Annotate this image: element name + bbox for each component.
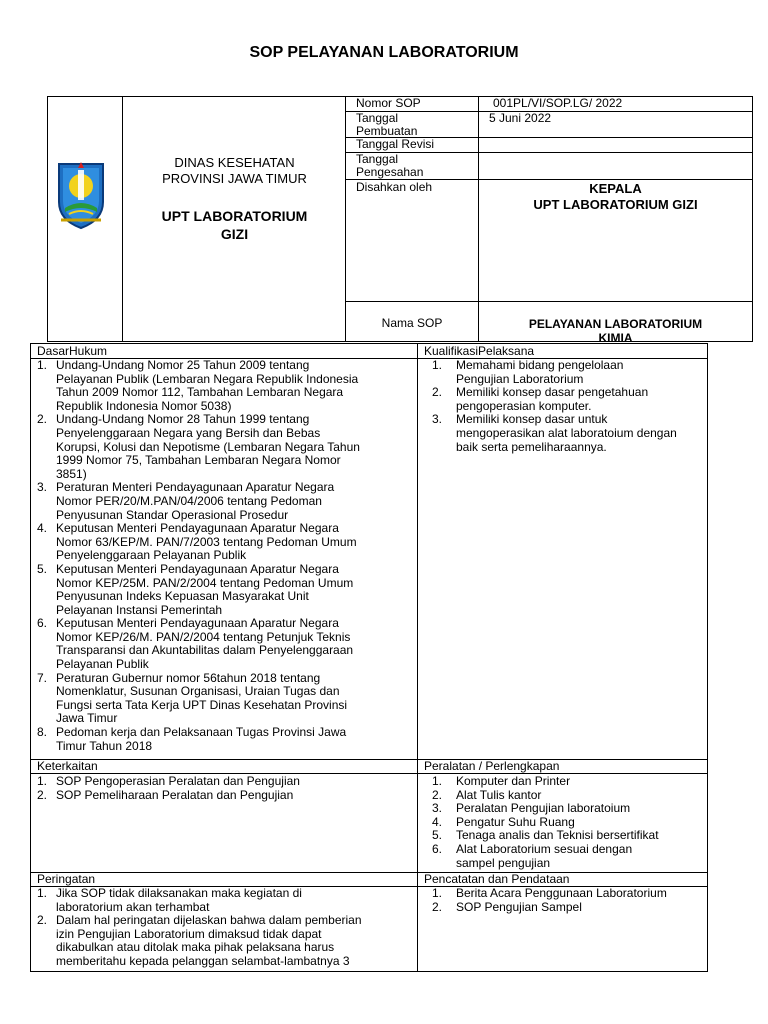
tanggal-pengesahan-label: Tanggal Pengesahan	[346, 153, 479, 179]
nama-sop-row	[346, 302, 752, 345]
list-line: SOP Pengoperasian Peralatan dan Pengujian	[56, 774, 300, 788]
list-number: 4.	[432, 814, 443, 829]
list-number: 5.	[37, 561, 48, 576]
peralatan-items	[418, 775, 707, 870]
list-line: Nomenklatur, Susunan Organisasi, Uraian Tugas dan	[56, 684, 340, 699]
list-line: Timur Tahun 2018	[56, 738, 153, 753]
list-line: Korupsi, Kolusi dan Nepotisme (Lembaran Negara Tahun	[56, 439, 360, 454]
list-line: Alat Laboratorium sesuai dengan	[456, 841, 633, 856]
list-line: Fungsi serta Tata Kerja UPT Dinas Kesehatan Provinsi	[56, 697, 348, 712]
list-line: Pengatur Suhu Ruang	[456, 814, 575, 829]
province-emblem-logo	[55, 158, 107, 230]
nama-sop-value: PELAYANAN LABORATORIUM KIMIA	[528, 317, 703, 345]
list-number: 3.	[432, 412, 443, 427]
pencatatan-heading: Pencatatan dan Pendataan	[418, 872, 707, 887]
list-number: 1.	[37, 358, 48, 372]
pencatatan-item	[418, 901, 707, 915]
dasar-hukum-item	[31, 359, 417, 413]
kualifikasi-items	[418, 359, 707, 454]
list-line: 3851)	[56, 466, 87, 481]
list-line: Memahami bidang pengelolaan	[456, 358, 624, 372]
list-number: 4.	[37, 521, 48, 536]
document-title: SOP PELAYANAN LABORATORIUM	[249, 44, 519, 61]
nomor-sop-value: 001PL/VI/SOP.LG/ 2022	[493, 96, 623, 110]
list-line: Nomor PER/20/M.PAN/04/2006 tentang Pedoman	[56, 493, 322, 508]
list-line: Penyusunan Standar Operasional Prosedur	[56, 507, 289, 522]
keterkaitan-item	[31, 789, 417, 803]
list-line: Jika SOP tidak dilaksanakan maka kegiatan di	[56, 886, 302, 900]
kualifikasi-heading: KualifikasiPelaksana	[418, 344, 707, 359]
tanggal-pengesahan-row	[346, 153, 752, 180]
peralatan-item	[418, 802, 707, 816]
list-line: Pengujian Laboratorium	[456, 371, 584, 386]
keterkaitan-items	[31, 775, 417, 802]
list-number: 2.	[37, 913, 48, 928]
pencatatan-item	[418, 887, 707, 901]
nama-sop-label: Nama SOP	[346, 302, 479, 341]
sop-info-cell	[346, 96, 752, 345]
list-line: mengoperasikan alat laboratoium dengan	[456, 425, 677, 440]
pencatatan-items	[418, 887, 707, 914]
list-number: 6.	[37, 616, 48, 631]
list-line: Peraturan Gubernur nomor 56tahun 2018 tentang	[56, 670, 321, 685]
list-line: sampel pengujian	[456, 855, 551, 870]
list-line: Pelayanan Publik (Lembaran Negara Republik Indonesia	[56, 371, 359, 386]
list-line: dikabulkan atau ditolak maka pihak pelaksana harus	[56, 940, 335, 955]
nomor-sop-label: Nomor SOP	[346, 97, 479, 111]
disahkan-label: Disahkan oleh	[346, 180, 479, 301]
kualifikasi-item	[418, 359, 707, 386]
list-line: Keputusan Menteri Pendayagunaan Aparatur Negara	[56, 561, 339, 576]
list-line: SOP Pengujian Sampel	[456, 899, 582, 914]
nomor-sop-row	[346, 97, 752, 112]
list-number: 1.	[432, 886, 443, 900]
dasar-hukum-item	[31, 481, 417, 522]
peralatan-item	[418, 775, 707, 789]
list-number: 1.	[432, 358, 443, 372]
list-line: Undang-Undang Nomor 25 Tahun 2009 tentang	[56, 358, 310, 372]
sop-header-table	[47, 96, 753, 345]
dasar-hukum-items	[31, 359, 417, 753]
dasar-hukum-item	[31, 726, 417, 753]
list-line: Nomor 63/KEP/M. PAN/7/2003 tentang Pedoman Umum	[56, 534, 357, 549]
peralatan-item	[418, 843, 707, 870]
list-line: Transparansi dan Akuntabilitas dalam Penyelenggaraan	[56, 643, 354, 658]
list-line: Alat Tulis kantor	[456, 787, 542, 802]
list-line: Memiliki konsep dasar pengetahuan	[456, 385, 649, 400]
list-line: Penyusunan Indeks Kepuasan Masyarakat Unit	[56, 589, 309, 604]
disahkan-value: KEPALA UPT LABORATORIUM GIZI	[533, 181, 698, 212]
dasar-hukum-item	[31, 672, 417, 726]
dasar-hukum-item	[31, 413, 417, 481]
list-number: 2.	[432, 787, 443, 802]
list-line: Pelayanan Instansi Pemerintah	[56, 602, 223, 617]
kualifikasi-list	[418, 359, 707, 454]
list-line: Komputer dan Printer	[456, 774, 571, 788]
list-number: 8.	[37, 725, 48, 740]
list-number: 1.	[432, 774, 443, 788]
list-line: Pelayanan Publik	[56, 657, 149, 672]
list-line: Dalam hal peringatan dijelaskan bahwa dalam pemberian	[56, 913, 362, 928]
tanggal-pembuatan-label: Tanggal Pembuatan	[346, 112, 479, 137]
peringatan-items	[31, 887, 411, 969]
dasar-hukum-item	[31, 563, 417, 617]
tanggal-revisi-label: Tanggal Revisi	[346, 138, 479, 152]
left-column	[31, 344, 418, 971]
unit-name: UPT LABORATORIUM GIZI	[161, 208, 308, 242]
keterkaitan-heading: Keterkaitan	[31, 759, 417, 774]
pencatatan-list	[418, 887, 707, 914]
list-line: Keputusan Menteri Pendayagunaan Aparatur Negara	[56, 616, 339, 631]
list-line: Peralatan Pengujian laboratoium	[456, 801, 631, 816]
list-line: Nomor KEP/25M. PAN/2/2004 tentang Pedoman Umum	[56, 575, 354, 590]
peralatan-item	[418, 816, 707, 830]
sop-detail-table	[30, 343, 708, 972]
keterkaitan-list	[31, 775, 417, 802]
dasar-hukum-list	[31, 359, 417, 753]
list-line: 1999 Nomor 75, Tambahan Lembaran Negara Nomor	[56, 453, 341, 468]
peralatan-list	[418, 775, 707, 870]
list-line: Pedoman kerja dan Pelaksanaan Tugas Provinsi Jawa	[56, 725, 347, 740]
list-number: 3.	[432, 801, 443, 816]
list-number: 2.	[432, 385, 443, 400]
kualifikasi-item	[418, 413, 707, 454]
list-number: 2.	[432, 899, 443, 914]
list-number: 1.	[37, 774, 48, 788]
list-line: Keputusan Menteri Pendayagunaan Aparatur Negara	[56, 521, 339, 536]
list-line: Republik Indonesia Nomor 5038)	[56, 398, 232, 413]
peralatan-item	[418, 789, 707, 803]
list-line: Berita Acara Penggunaan Laboratorium	[456, 886, 667, 900]
kualifikasi-item	[418, 386, 707, 413]
list-line: memberitahu kepada pelanggan selambat-lambatnya 3	[56, 953, 350, 968]
list-number: 2.	[37, 787, 48, 802]
peringatan-item	[31, 887, 411, 914]
list-number: 3.	[37, 480, 48, 495]
list-line: Nomor KEP/26/M. PAN/2/2004 tentang Petunjuk Teknis	[56, 629, 351, 644]
peringatan-item	[31, 914, 411, 968]
peralatan-heading: Peralatan / Perlengkapan	[418, 759, 707, 774]
list-line: Tahun 2009 Nomor 112, Tambahan Lembaran Negara	[56, 385, 344, 400]
agency-name: DINAS KESEHATAN PROVINSI JAWA TIMUR	[162, 155, 307, 186]
tanggal-pembuatan-row	[346, 112, 752, 138]
peringatan-heading: Peringatan	[31, 872, 417, 887]
tanggal-revisi-row	[346, 138, 752, 153]
list-number: 2.	[37, 412, 48, 427]
list-line: SOP Pemeliharaan Peralatan dan Pengujian	[56, 787, 294, 802]
peralatan-item	[418, 829, 707, 843]
list-line: baik serta pemeliharaannya.	[456, 439, 607, 454]
dasar-hukum-item	[31, 617, 417, 671]
list-line: Penyelenggaraan Pelayanan Publik	[56, 548, 247, 563]
list-number: 6.	[432, 841, 443, 856]
logo-cell	[48, 97, 123, 341]
list-number: 7.	[37, 670, 48, 685]
list-number: 1.	[37, 886, 48, 900]
list-line: laboratorium akan terhambat	[56, 899, 210, 914]
list-line: Tenaga analis dan Teknisi bersertifikat	[456, 828, 659, 843]
list-line: Peraturan Menteri Pendayagunaan Aparatur Negara	[56, 480, 335, 495]
right-column	[418, 344, 707, 971]
keterkaitan-item	[31, 775, 417, 789]
list-line: Jawa Timur	[56, 711, 118, 726]
disahkan-row	[346, 180, 752, 302]
list-line: izin Pengujian Laboratorium dimaksud tidak dapat	[56, 926, 322, 941]
list-line: Penyelenggaraan Negara yang Bersih dan Bebas	[56, 425, 321, 440]
list-line: pengoperasian komputer.	[456, 398, 592, 413]
organization-cell	[123, 97, 346, 341]
list-line: Memiliki konsep dasar untuk	[456, 412, 608, 427]
peringatan-list	[31, 887, 411, 969]
tanggal-pembuatan-value: 5 Juni 2022	[489, 111, 552, 125]
dasar-hukum-item	[31, 522, 417, 563]
list-line: Undang-Undang Nomor 28 Tahun 1999 tentang	[56, 412, 310, 427]
dasar-hukum-heading: DasarHukum	[31, 344, 417, 359]
list-number: 5.	[432, 828, 443, 843]
